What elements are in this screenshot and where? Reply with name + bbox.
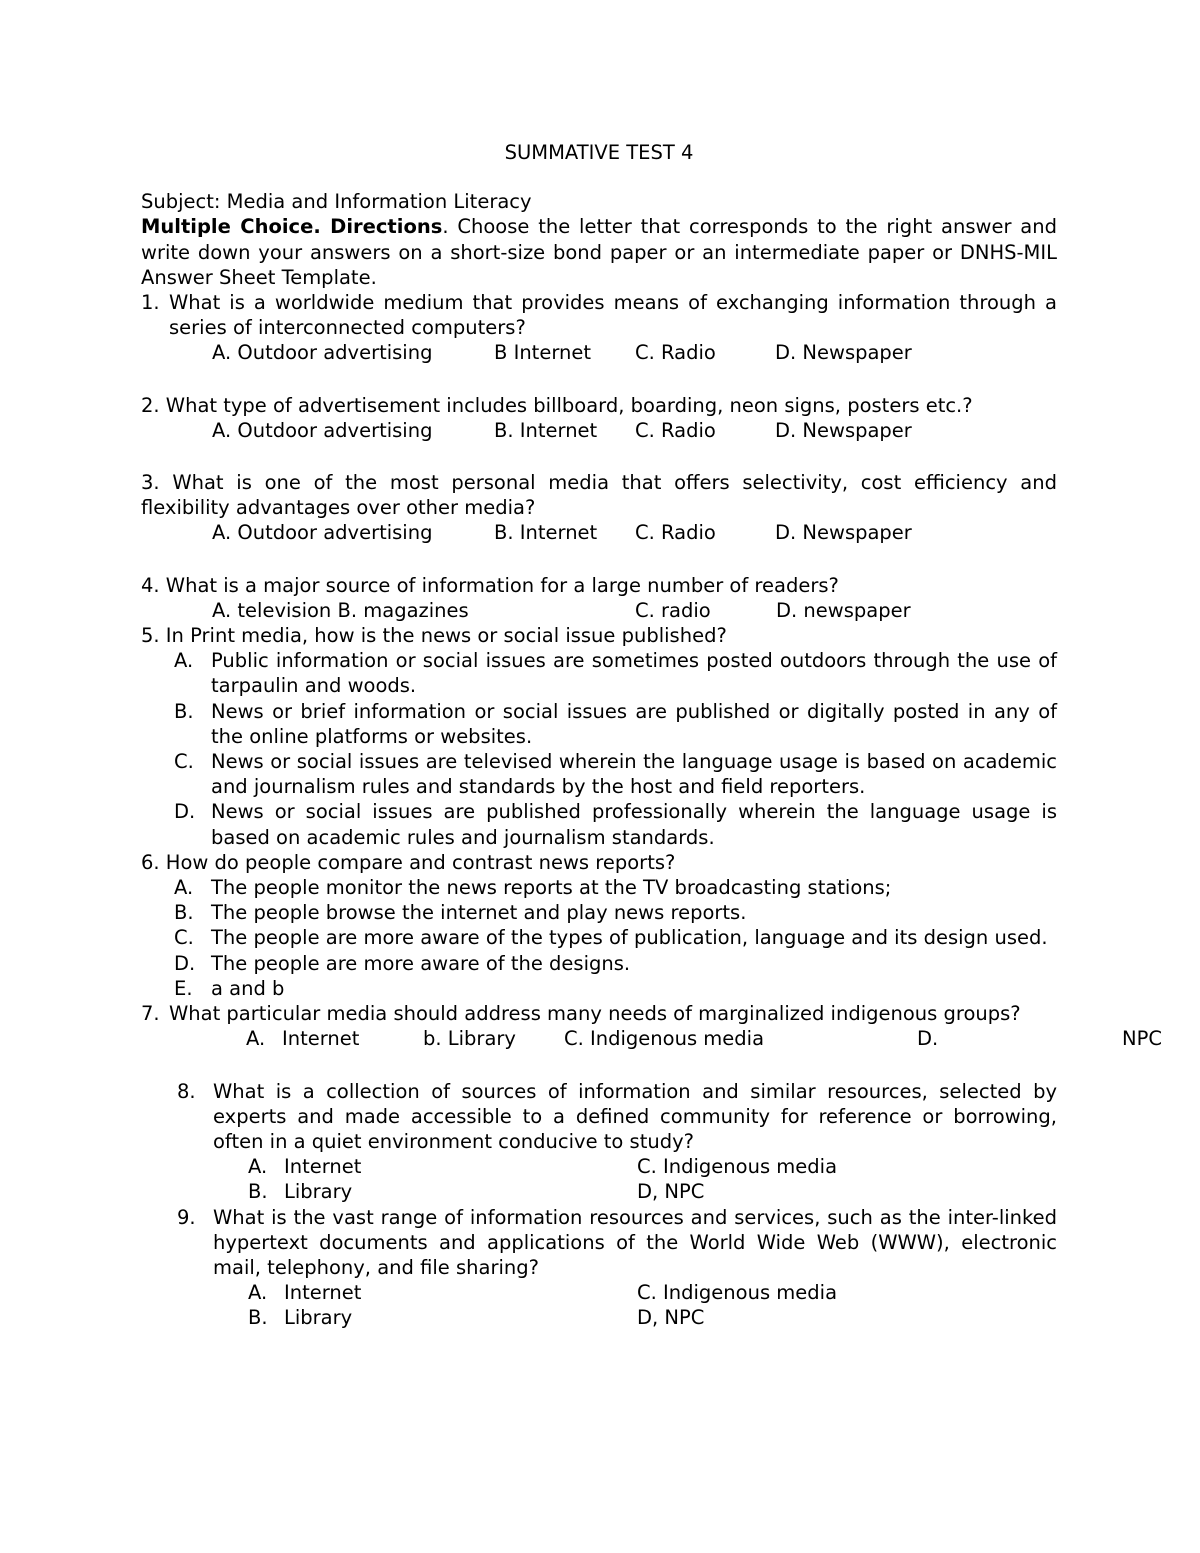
option-ab: A. television B. magazines xyxy=(212,598,469,622)
option-a-text: Internet xyxy=(284,1281,362,1305)
option-d xyxy=(141,951,1057,976)
option-b xyxy=(141,900,1057,925)
question-text: What is the vast range of information resources and services, such as the inter-linked hypertext documents and applications of the World Wide Web (WWW), electronic mail, telephony, and file sharing? xyxy=(213,1205,1057,1279)
option-b-letter: B. xyxy=(248,1306,268,1330)
option-letter: B. xyxy=(174,699,194,723)
subject-line: Subject: Media and Information Literacy xyxy=(141,190,532,214)
option-a-letter: A. xyxy=(248,1155,268,1179)
option-text: News or social issues are televised wherein the language usage is based on academic and journalism rules and standards by the host and field reporters. xyxy=(211,750,1057,799)
option-letter: A. xyxy=(174,876,194,900)
option-c: C. Indigenous media xyxy=(564,1027,765,1051)
question-number: 1. xyxy=(141,291,160,315)
question-3: 3. What is one of the most personal media that offers selectivity, cost efficiency and flexibility advantages over other media? xyxy=(141,471,1057,520)
option-b-text: Library xyxy=(284,1306,353,1330)
option-a xyxy=(141,648,1057,698)
option-text: The people are more aware of the designs. xyxy=(211,951,631,975)
option-b xyxy=(141,699,1057,749)
option-a: A. Outdoor advertising xyxy=(212,341,433,365)
option-b-letter: B. xyxy=(248,1180,268,1204)
option-text: Public information or social issues are sometimes posted outdoors through the use of tarpaulin and woods. xyxy=(211,649,1057,698)
option-a: A. Outdoor advertising xyxy=(212,521,433,545)
question-2: 2. What type of advertisement includes billboard, boarding, neon signs, posters etc.? xyxy=(141,393,973,417)
question-6-options xyxy=(141,875,1057,1001)
option-c: C. Radio xyxy=(635,521,716,545)
option-letter: D. xyxy=(174,800,196,824)
option-d xyxy=(141,799,1057,849)
question-4: 4. What is a major source of information for a large number of readers? xyxy=(141,573,839,597)
option-text: News or brief information or social issues are published or digitally posted in any of the online platforms or websites. xyxy=(211,699,1057,748)
option-text: The people monitor the news reports at the TV broadcasting stations; xyxy=(211,876,892,900)
option-letter: D. xyxy=(174,951,196,975)
option-b: B. Internet xyxy=(494,418,598,442)
option-letter: C. xyxy=(174,926,194,950)
option-c: C. Indigenous media xyxy=(637,1155,838,1179)
option-c xyxy=(141,749,1057,799)
option-c xyxy=(141,925,1057,950)
option-a-letter: A. xyxy=(248,1281,268,1305)
directions-label: Multiple Choice. Directions xyxy=(141,215,443,239)
question-text: What particular media should address many needs of marginalized indigenous groups? xyxy=(169,1002,1021,1026)
option-d: D. newspaper xyxy=(776,598,911,622)
option-c: C. Radio xyxy=(635,341,716,365)
option-b: B Internet xyxy=(494,341,592,365)
option-b: B. Internet xyxy=(494,521,598,545)
question-9-options xyxy=(177,1280,1057,1330)
question-8 xyxy=(177,1079,1057,1155)
option-d: D, NPC xyxy=(637,1306,705,1330)
question-7 xyxy=(141,1001,1057,1026)
option-letter: C. xyxy=(174,750,194,774)
option-text: News or social issues are published professionally wherein the language usage is based on academic rules and journalism standards. xyxy=(211,800,1057,849)
page-title: SUMMATIVE TEST 4 xyxy=(504,141,694,164)
option-a-letter: A. xyxy=(246,1027,266,1051)
option-d: D. Newspaper xyxy=(775,418,912,442)
question-8-block xyxy=(141,1079,1057,1331)
option-d-text: NPC xyxy=(1122,1027,1162,1051)
option-c: C. Indigenous media xyxy=(637,1281,838,1305)
question-number: 8. xyxy=(177,1079,196,1103)
question-text: What is a worldwide medium that provides means of exchanging information through a series of interconnected computers? xyxy=(169,291,1057,340)
option-a xyxy=(141,875,1057,900)
option-d: D. Newspaper xyxy=(775,341,912,365)
question-2-options xyxy=(141,418,1057,443)
test-page xyxy=(141,140,1162,1331)
option-a-text: Internet xyxy=(284,1155,362,1179)
question-4-options xyxy=(141,598,1057,623)
option-text: The people are more aware of the types of publication, language and its design used. xyxy=(211,926,1048,950)
option-text: The people browse the internet and play news reports. xyxy=(211,901,747,925)
question-8-options xyxy=(177,1154,1057,1204)
question-5-options xyxy=(141,648,1057,850)
question-number: 7. xyxy=(141,1002,160,1026)
option-d-letter: D. xyxy=(917,1027,939,1051)
option-d: D. Newspaper xyxy=(775,521,912,545)
option-e xyxy=(141,976,1057,1001)
option-letter: A. xyxy=(174,649,194,673)
option-c: C. radio xyxy=(635,598,711,622)
question-text: What is a collection of sources of information and similar resources, selected by experts and made accessible to a defined community for reference or borrowing, often in a quiet environment conducive to study? xyxy=(213,1079,1057,1153)
question-6: 6. How do people compare and contrast news reports? xyxy=(141,850,676,874)
directions xyxy=(141,214,1057,290)
option-d: D, NPC xyxy=(637,1180,705,1204)
question-1-options xyxy=(141,340,1057,365)
option-text: a and b xyxy=(211,976,285,1000)
option-a-text: Internet xyxy=(282,1027,360,1051)
option-a: A. Outdoor advertising xyxy=(212,418,433,442)
option-b: b. Library xyxy=(423,1027,516,1051)
option-c: C. Radio xyxy=(635,418,716,442)
question-3-options xyxy=(141,520,1057,545)
directions-text: . Choose the letter that corresponds to the right answer and write down your answers on a short-size bond paper or an intermediate paper or DNHS-MIL Answer Sheet Template. xyxy=(141,215,1057,289)
question-5: 5. In Print media, how is the news or social issue published? xyxy=(141,624,727,648)
option-letter: B. xyxy=(174,901,194,925)
question-number: 9. xyxy=(177,1205,196,1229)
option-letter: E. xyxy=(174,976,193,1000)
option-b-text: Library xyxy=(284,1180,353,1204)
question-1 xyxy=(141,290,1057,340)
question-7-options xyxy=(141,1026,1162,1051)
question-9 xyxy=(177,1205,1057,1281)
